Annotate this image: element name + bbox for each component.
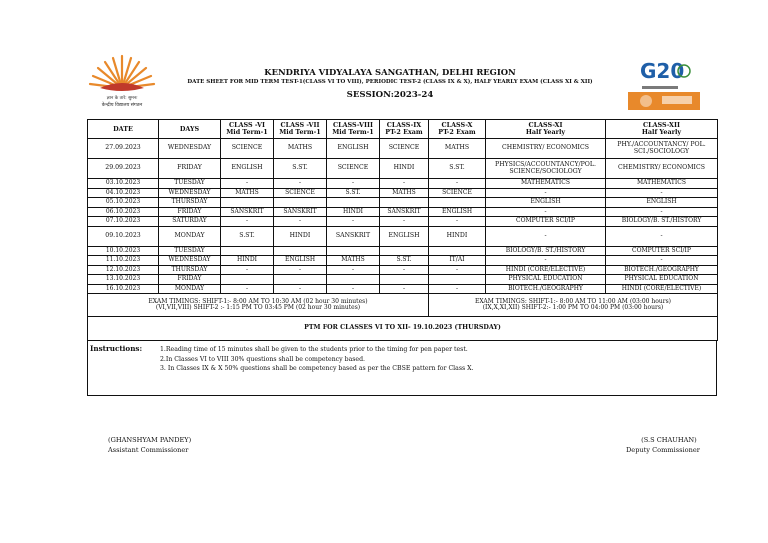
column-header-text: Mid Term-1 — [332, 128, 374, 136]
class-12-cell: ENGLISH — [606, 198, 718, 208]
class-11-cell: ENGLISH — [486, 198, 606, 208]
column-header — [606, 120, 718, 139]
class-9-cell: S.ST. — [380, 256, 429, 266]
date-sheet-subtitle: DATE SHEET FOR MID TERM TEST-1(CLASS VI TO VIII), PERIODIC TEST-2 (CLASS IX & X), HALF YEARLY EXAM (CLASS XI & XII) — [187, 79, 593, 85]
class-9-cell: HINDI — [380, 159, 429, 179]
class-11-cell: BIOTECH./GEOGRAPHY — [486, 284, 606, 294]
table-row — [88, 179, 718, 189]
table-row — [88, 207, 718, 217]
class-8-cell: S.ST. — [327, 188, 380, 198]
column-header — [380, 120, 429, 139]
timing-senior-line-1: EXAM TIMINGS: SHIFT-1:- 8:00 AM TO 11:00 AM (03:00 hours) — [474, 297, 672, 305]
class-8-cell — [327, 198, 380, 208]
date-cell: 06.10.2023 — [88, 207, 159, 217]
class-8-cell: ENGLISH — [327, 139, 380, 159]
column-header-text: Half Yearly — [641, 128, 682, 136]
class-8-cell: - — [327, 179, 380, 189]
exam-timings-row — [88, 294, 718, 317]
day-cell: MONDAY — [159, 284, 221, 294]
day-cell: FRIDAY — [159, 275, 221, 285]
class-9-cell: - — [380, 217, 429, 227]
class-6-cell: - — [221, 265, 274, 275]
class-6-cell: S.ST. — [221, 226, 274, 246]
class-11-cell: - — [486, 256, 606, 266]
class-9-cell: ENGLISH — [380, 226, 429, 246]
class-7-cell: - — [274, 179, 327, 189]
day-cell: SATURDAY — [159, 217, 221, 227]
class-11-cell: - — [486, 226, 606, 246]
ptm-notice: PTM FOR CLASSES VI TO XII- 19.10.2023 (THURSDAY) — [88, 317, 718, 341]
column-header-text: Half Yearly — [525, 128, 566, 136]
class-9-cell: - — [380, 265, 429, 275]
column-header-text: CLASS -VI — [229, 121, 265, 130]
class-8-cell: - — [327, 284, 380, 294]
table-header-row — [88, 120, 718, 139]
table-row — [88, 198, 718, 208]
class-10-cell: - — [429, 284, 486, 294]
class-12-cell: - — [606, 207, 718, 217]
class-10-cell: HINDI — [429, 226, 486, 246]
table-row — [88, 265, 718, 275]
class-6-cell: SANSKRIT — [221, 207, 274, 217]
column-header — [88, 120, 159, 139]
class-7-cell: - — [274, 265, 327, 275]
day-cell: THURSDAY — [159, 265, 221, 275]
organisation-title: KENDRIYA VIDYALAYA SANGATHAN, DELHI REGION — [264, 67, 516, 77]
date-cell: 12.10.2023 — [88, 265, 159, 275]
signatory-name: (S.S CHAUHAN) — [641, 436, 697, 444]
class-10-cell: IT/AI — [429, 256, 486, 266]
ptm-row — [88, 317, 718, 341]
table-row — [88, 217, 718, 227]
exam-timings-senior — [429, 294, 718, 317]
class-8-cell: SANSKRIT — [327, 226, 380, 246]
class-6-cell — [221, 246, 274, 256]
class-10-cell: S.ST. — [429, 159, 486, 179]
table-row — [88, 159, 718, 179]
class-7-cell: - — [274, 284, 327, 294]
g20-logo — [622, 56, 708, 112]
class-8-cell: HINDI — [327, 207, 380, 217]
class-6-cell — [221, 275, 274, 285]
class-8-cell: SCIENCE — [327, 159, 380, 179]
class-11-cell: BIOLOGY/B. ST./HISTORY — [486, 246, 606, 256]
column-header-text: PT-2 Exam — [438, 128, 476, 136]
class-10-cell — [429, 246, 486, 256]
class-9-cell: SCIENCE — [380, 139, 429, 159]
date-cell: 13.10.2023 — [88, 275, 159, 285]
class-12-cell: BIOTECH./GEOGRAPHY — [606, 265, 718, 275]
class-7-cell: ENGLISH — [274, 256, 327, 266]
class-7-cell: MATHS — [274, 139, 327, 159]
class-12-cell: BIOLOGY/B. ST./HISTORY — [606, 217, 718, 227]
date-cell: 10.10.2023 — [88, 246, 159, 256]
table-row — [88, 246, 718, 256]
class-8-cell: - — [327, 265, 380, 275]
class-9-cell — [380, 198, 429, 208]
instructions-list — [160, 345, 474, 374]
class-12-cell: - — [606, 226, 718, 246]
class-8-cell: - — [327, 217, 380, 227]
class-11-cell: PHYSICAL EDUCATION — [486, 275, 606, 285]
date-cell: 07.10.2023 — [88, 217, 159, 227]
class-8-cell — [327, 275, 380, 285]
date-cell: 16.10.2023 — [88, 284, 159, 294]
day-cell: TUESDAY — [159, 179, 221, 189]
signatory-title: Assistant Commissioner — [108, 446, 189, 454]
instructions-label: Instructions: — [90, 344, 143, 353]
column-header-text: CLASS-VIII — [333, 121, 373, 130]
class-8-cell: MATHS — [327, 256, 380, 266]
exam-timings-junior — [88, 294, 429, 317]
class-11-cell: COMPUTER SCI/IP — [486, 217, 606, 227]
column-header-text: CLASS-X — [441, 121, 473, 130]
logo-caption: केन्द्रीय विद्यालय संगठन — [101, 103, 143, 108]
column-header — [429, 120, 486, 139]
logo-motto: ज्ञान के तारे: सुमनः — [106, 96, 138, 101]
class-7-cell: HINDI — [274, 226, 327, 246]
class-12-cell: HINDI (CORE/ELECTIVE) — [606, 284, 718, 294]
column-header — [486, 120, 606, 139]
day-cell: FRIDAY — [159, 207, 221, 217]
class-10-cell — [429, 275, 486, 285]
day-cell: FRIDAY — [159, 159, 221, 179]
class-12-cell: CHEMISTRY/ ECONOMICS — [606, 159, 718, 179]
class-6-cell: MATHS — [221, 188, 274, 198]
column-header-text: DAYS — [179, 124, 200, 133]
date-cell: 27.09.2023 — [88, 139, 159, 159]
date-sheet-table — [87, 119, 718, 341]
signatory-name: (GHANSHYAM PANDEY) — [108, 436, 192, 444]
kvs-logo — [86, 52, 158, 110]
date-cell: 29.09.2023 — [88, 159, 159, 179]
class-8-cell — [327, 246, 380, 256]
class-7-cell: SCIENCE — [274, 188, 327, 198]
table-row — [88, 188, 718, 198]
column-header-text: DATE — [113, 124, 133, 133]
class-7-cell — [274, 275, 327, 285]
class-7-cell — [274, 246, 327, 256]
class-6-cell: - — [221, 179, 274, 189]
class-12-cell: - — [606, 188, 718, 198]
class-7-cell: - — [274, 217, 327, 227]
column-header-text: CLASS-XII — [643, 121, 680, 130]
class-12-cell: MATHEMATICS — [606, 179, 718, 189]
class-11-cell: MATHEMATICS — [486, 179, 606, 189]
instruction-item: 2.In Classes VI to VIII 30% questions shall be competency based. — [160, 355, 366, 363]
class-9-cell: - — [380, 179, 429, 189]
signature-right — [626, 435, 700, 455]
column-header — [159, 120, 221, 139]
signature-left — [108, 435, 191, 455]
date-cell: 11.10.2023 — [88, 256, 159, 266]
date-cell: 04.10.2023 — [88, 188, 159, 198]
column-header — [274, 120, 327, 139]
class-7-cell: SANSKRIT — [274, 207, 327, 217]
class-9-cell — [380, 275, 429, 285]
class-10-cell: SCIENCE — [429, 188, 486, 198]
class-10-cell: - — [429, 217, 486, 227]
date-cell: 09.10.2023 — [88, 226, 159, 246]
class-10-cell: - — [429, 179, 486, 189]
class-7-cell — [274, 198, 327, 208]
class-11-cell: HINDI (CORE/ELECTIVE) — [486, 265, 606, 275]
day-cell: TUESDAY — [159, 246, 221, 256]
timing-junior-line-1: EXAM TIMINGS: SHIFT-1:- 8:00 AM TO 10:30 AM (02 hour 30 minutes) — [148, 297, 368, 305]
class-11-cell: - — [486, 188, 606, 198]
class-6-cell — [221, 198, 274, 208]
instruction-item: 1.Reading time of 15 minutes shall be given to the students prior to the timing for pen paper test. — [160, 346, 468, 353]
signatory-title: Deputy Commissioner — [626, 446, 700, 454]
column-header-text: Mid Term-1 — [226, 128, 268, 136]
class-6-cell: HINDI — [221, 256, 274, 266]
date-cell: 03.10.2023 — [88, 179, 159, 189]
class-9-cell: SANSKRIT — [380, 207, 429, 217]
instructions-box — [87, 341, 717, 396]
timing-senior-line-2: (IX,X,XI,XII) SHIFT-2:- 1:00 PM TO 04:00 PM (03:00 hours) — [482, 304, 664, 311]
class-12-cell: COMPUTER SCI/IP — [606, 246, 718, 256]
class-10-cell: - — [429, 265, 486, 275]
class-6-cell: ENGLISH — [221, 159, 274, 179]
column-header-text: PT-2 Exam — [385, 128, 423, 136]
class-11-cell: - — [486, 207, 606, 217]
day-cell: WEDNESDAY — [159, 188, 221, 198]
table-row — [88, 275, 718, 285]
class-6-cell: - — [221, 217, 274, 227]
column-header-text: CLASS-IX — [386, 121, 422, 130]
column-header-text: CLASS -VII — [280, 121, 320, 130]
g20-logo-text: G20 — [640, 59, 685, 83]
date-cell: 05.10.2023 — [88, 198, 159, 208]
day-cell: WEDNESDAY — [159, 256, 221, 266]
timing-junior-line-2: (VI,VII,VIII) SHIFT-2 :- 1:15 PM TO 03:45 PM (02 hour 30 minutes) — [155, 304, 361, 311]
table-row — [88, 139, 718, 159]
class-6-cell: SCIENCE — [221, 139, 274, 159]
class-6-cell: - — [221, 284, 274, 294]
class-12-cell: PHYSICAL EDUCATION — [606, 275, 718, 285]
instruction-item: 3. In Classes IX & X 50% questions shall be competency based as per the CBSE pattern for Class X. — [160, 365, 474, 373]
table-row — [88, 284, 718, 294]
session-title: SESSION:2023-24 — [346, 90, 434, 100]
day-cell: WEDNESDAY — [159, 139, 221, 159]
class-9-cell — [380, 246, 429, 256]
class-10-cell — [429, 198, 486, 208]
column-header — [327, 120, 380, 139]
class-11-cell: PHYSICS/ACCOUNTANCY/POL. SCIENCE/SOCIOLOGY — [486, 159, 606, 179]
day-cell: MONDAY — [159, 226, 221, 246]
class-9-cell: - — [380, 284, 429, 294]
class-12-cell: - — [606, 256, 718, 266]
class-10-cell: MATHS — [429, 139, 486, 159]
class-11-cell: CHEMISTRY/ ECONOMICS — [486, 139, 606, 159]
class-9-cell: MATHS — [380, 188, 429, 198]
class-10-cell: ENGLISH — [429, 207, 486, 217]
table-row — [88, 226, 718, 246]
class-7-cell: S.ST. — [274, 159, 327, 179]
table-row — [88, 256, 718, 266]
class-12-cell: PHY./ACCOUNTANCY/ POL. SCI./SOCIOLOGY — [606, 139, 718, 159]
day-cell: THURSDAY — [159, 198, 221, 208]
column-header — [221, 120, 274, 139]
column-header-text: CLASS-XI — [528, 121, 563, 130]
column-header-text: Mid Term-1 — [279, 128, 321, 136]
